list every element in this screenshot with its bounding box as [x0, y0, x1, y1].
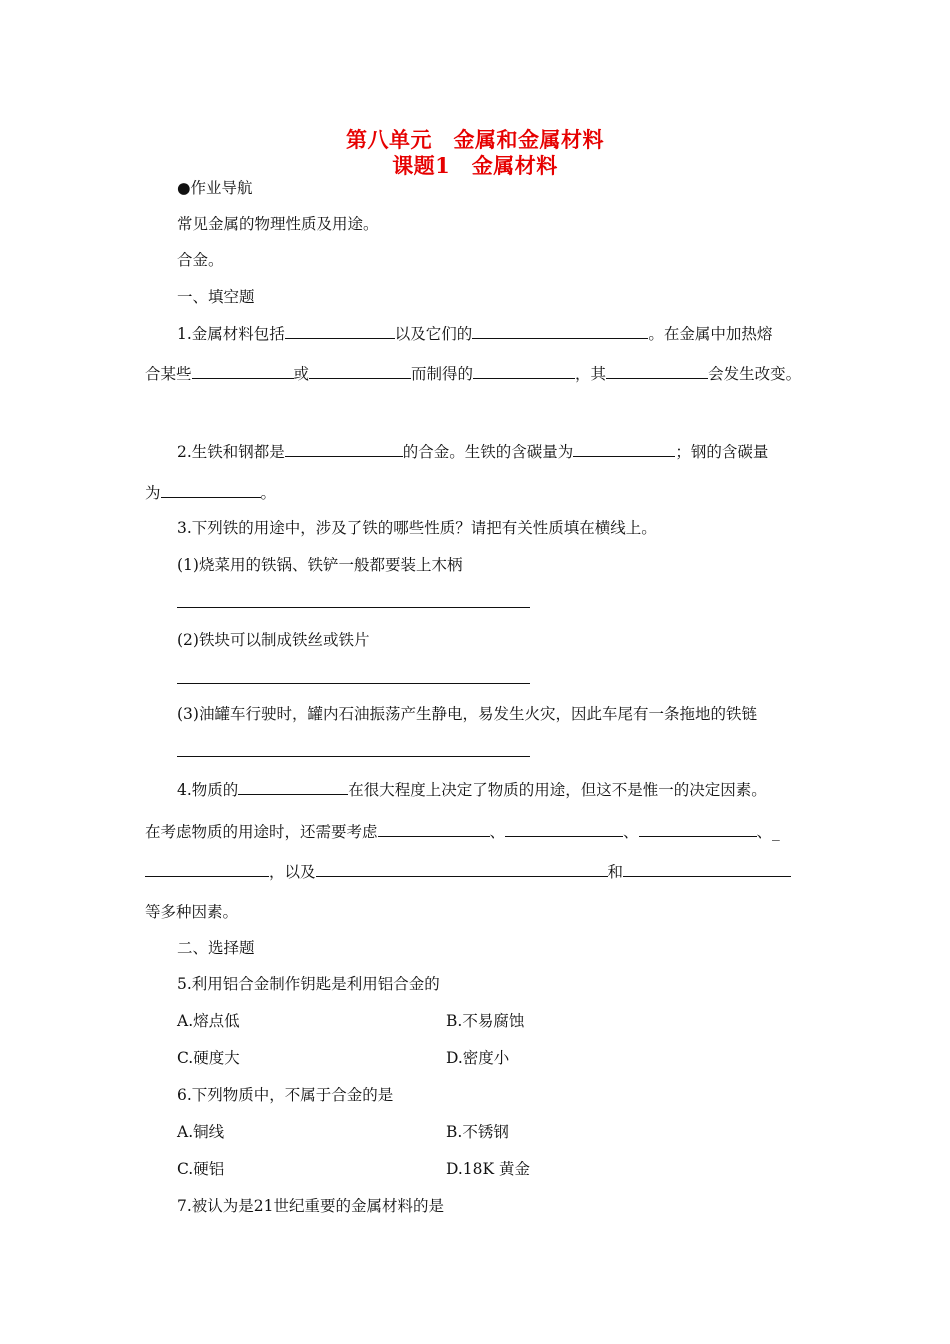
section1-heading: 一、填空题	[177, 288, 255, 306]
q2-blank-3[interactable]	[161, 481, 261, 498]
q3-item-3: (3)油罐车行驶时，罐内石油振荡产生静电，易发生火灾，因此车尾有一条拖地的铁链	[177, 705, 757, 723]
guide-item-1: 常见金属的物理性质及用途。	[177, 215, 379, 233]
q4-text-3: 在考虑物质的用途时，还需要考虑	[145, 823, 378, 841]
q3-answer-line-1[interactable]	[177, 607, 530, 608]
q4-blank-4[interactable]	[639, 820, 757, 837]
q4-sep-1: 、	[489, 823, 506, 841]
q4-sep-3: 、_	[756, 823, 780, 841]
q2-line-2	[145, 481, 276, 503]
q4-text-1: 4.物质的	[177, 781, 239, 799]
q4-blank-1[interactable]	[238, 778, 348, 795]
q1-blank-6[interactable]	[606, 362, 708, 379]
lesson-title: 课题1 金属材料	[392, 153, 558, 178]
q2-text-5: 。	[260, 484, 277, 502]
q4-blank-5[interactable]	[145, 860, 269, 877]
q5-option-a[interactable]: A.熔点低	[177, 1012, 240, 1030]
q1-text-5: 或	[293, 365, 310, 383]
q6-option-c[interactable]: C.硬铝	[177, 1160, 225, 1178]
q4-line-2	[145, 820, 780, 842]
q1-text-1: 1.金属材料包括	[177, 325, 285, 343]
q7-stem: 7.被认为是21世纪重要的金属材料的是	[177, 1197, 445, 1215]
q1-blank-1[interactable]	[285, 322, 395, 339]
guide-heading: ●作业导航	[177, 179, 253, 197]
q6-stem: 6.下列物质中，不属于合金的是	[177, 1086, 394, 1104]
q2-text-3: ；钢的含碳量	[675, 443, 769, 461]
q5-option-b[interactable]: B.不易腐蚀	[446, 1012, 525, 1030]
q3-item-1: (1)烧菜用的铁锅、铁铲一般都要装上木柄	[177, 556, 463, 574]
q2-text-4: 为	[145, 484, 161, 502]
q1-text-6: 而制得的	[411, 365, 474, 383]
q1-text-7: ，其	[575, 365, 607, 383]
q1-text-8: 会发生改变。	[708, 365, 802, 383]
q3-answer-line-3[interactable]	[177, 756, 530, 757]
q6-option-d[interactable]: D.18K 黄金	[446, 1160, 531, 1178]
q2-line-1	[177, 440, 768, 462]
q4-text-4: ，以及	[269, 863, 316, 881]
q3-stem: 3.下列铁的用途中，涉及了铁的哪些性质？请把有关性质填在横线上。	[177, 519, 657, 537]
q3-answer-line-2[interactable]	[177, 683, 530, 684]
q5-stem: 5.利用铝合金制作钥匙是利用铝合金的	[177, 975, 440, 993]
unit-title: 第八单元 金属和金属材料	[346, 127, 604, 152]
q4-blank-7[interactable]	[623, 860, 791, 877]
q1-blank-2[interactable]	[472, 322, 648, 339]
q1-line-1	[177, 322, 772, 344]
q4-line-3	[145, 860, 791, 882]
q2-blank-1[interactable]	[285, 440, 403, 457]
q5-option-d[interactable]: D.密度小	[446, 1049, 510, 1067]
q1-text-4: 合某些	[145, 365, 192, 383]
q4-text-5: 和	[607, 863, 624, 881]
q4-blank-3[interactable]	[505, 820, 623, 837]
q1-blank-4[interactable]	[309, 362, 411, 379]
q6-option-b[interactable]: B.不锈钢	[446, 1123, 509, 1141]
q4-text-2: 在很大程度上决定了物质的用途，但这不是惟一的决定因素。	[348, 781, 767, 799]
q4-blank-6[interactable]	[316, 860, 608, 877]
q1-line-2	[145, 362, 801, 384]
section2-heading: 二、选择题	[177, 939, 255, 957]
q3-item-2: (2)铁块可以制成铁丝或铁片	[177, 631, 370, 649]
guide-item-2: 合金。	[177, 251, 224, 269]
q1-text-2: 以及它们的	[394, 325, 473, 343]
q1-blank-3[interactable]	[192, 362, 294, 379]
q4-line-1	[177, 778, 767, 800]
q2-text-1: 2.生铁和钢都是	[177, 443, 285, 461]
q6-option-a[interactable]: A.铜线	[177, 1123, 225, 1141]
q2-blank-2[interactable]	[573, 440, 675, 457]
q2-text-2: 的合金。生铁的含碳量为	[402, 443, 574, 461]
q1-text-3: 。在金属中加热熔	[648, 325, 773, 343]
q1-blank-5[interactable]	[473, 362, 575, 379]
q4-sep-2: 、	[623, 823, 639, 841]
q4-line-4: 等多种因素。	[145, 903, 239, 921]
q5-option-c[interactable]: C.硬度大	[177, 1049, 240, 1067]
q4-blank-2[interactable]	[378, 820, 490, 837]
